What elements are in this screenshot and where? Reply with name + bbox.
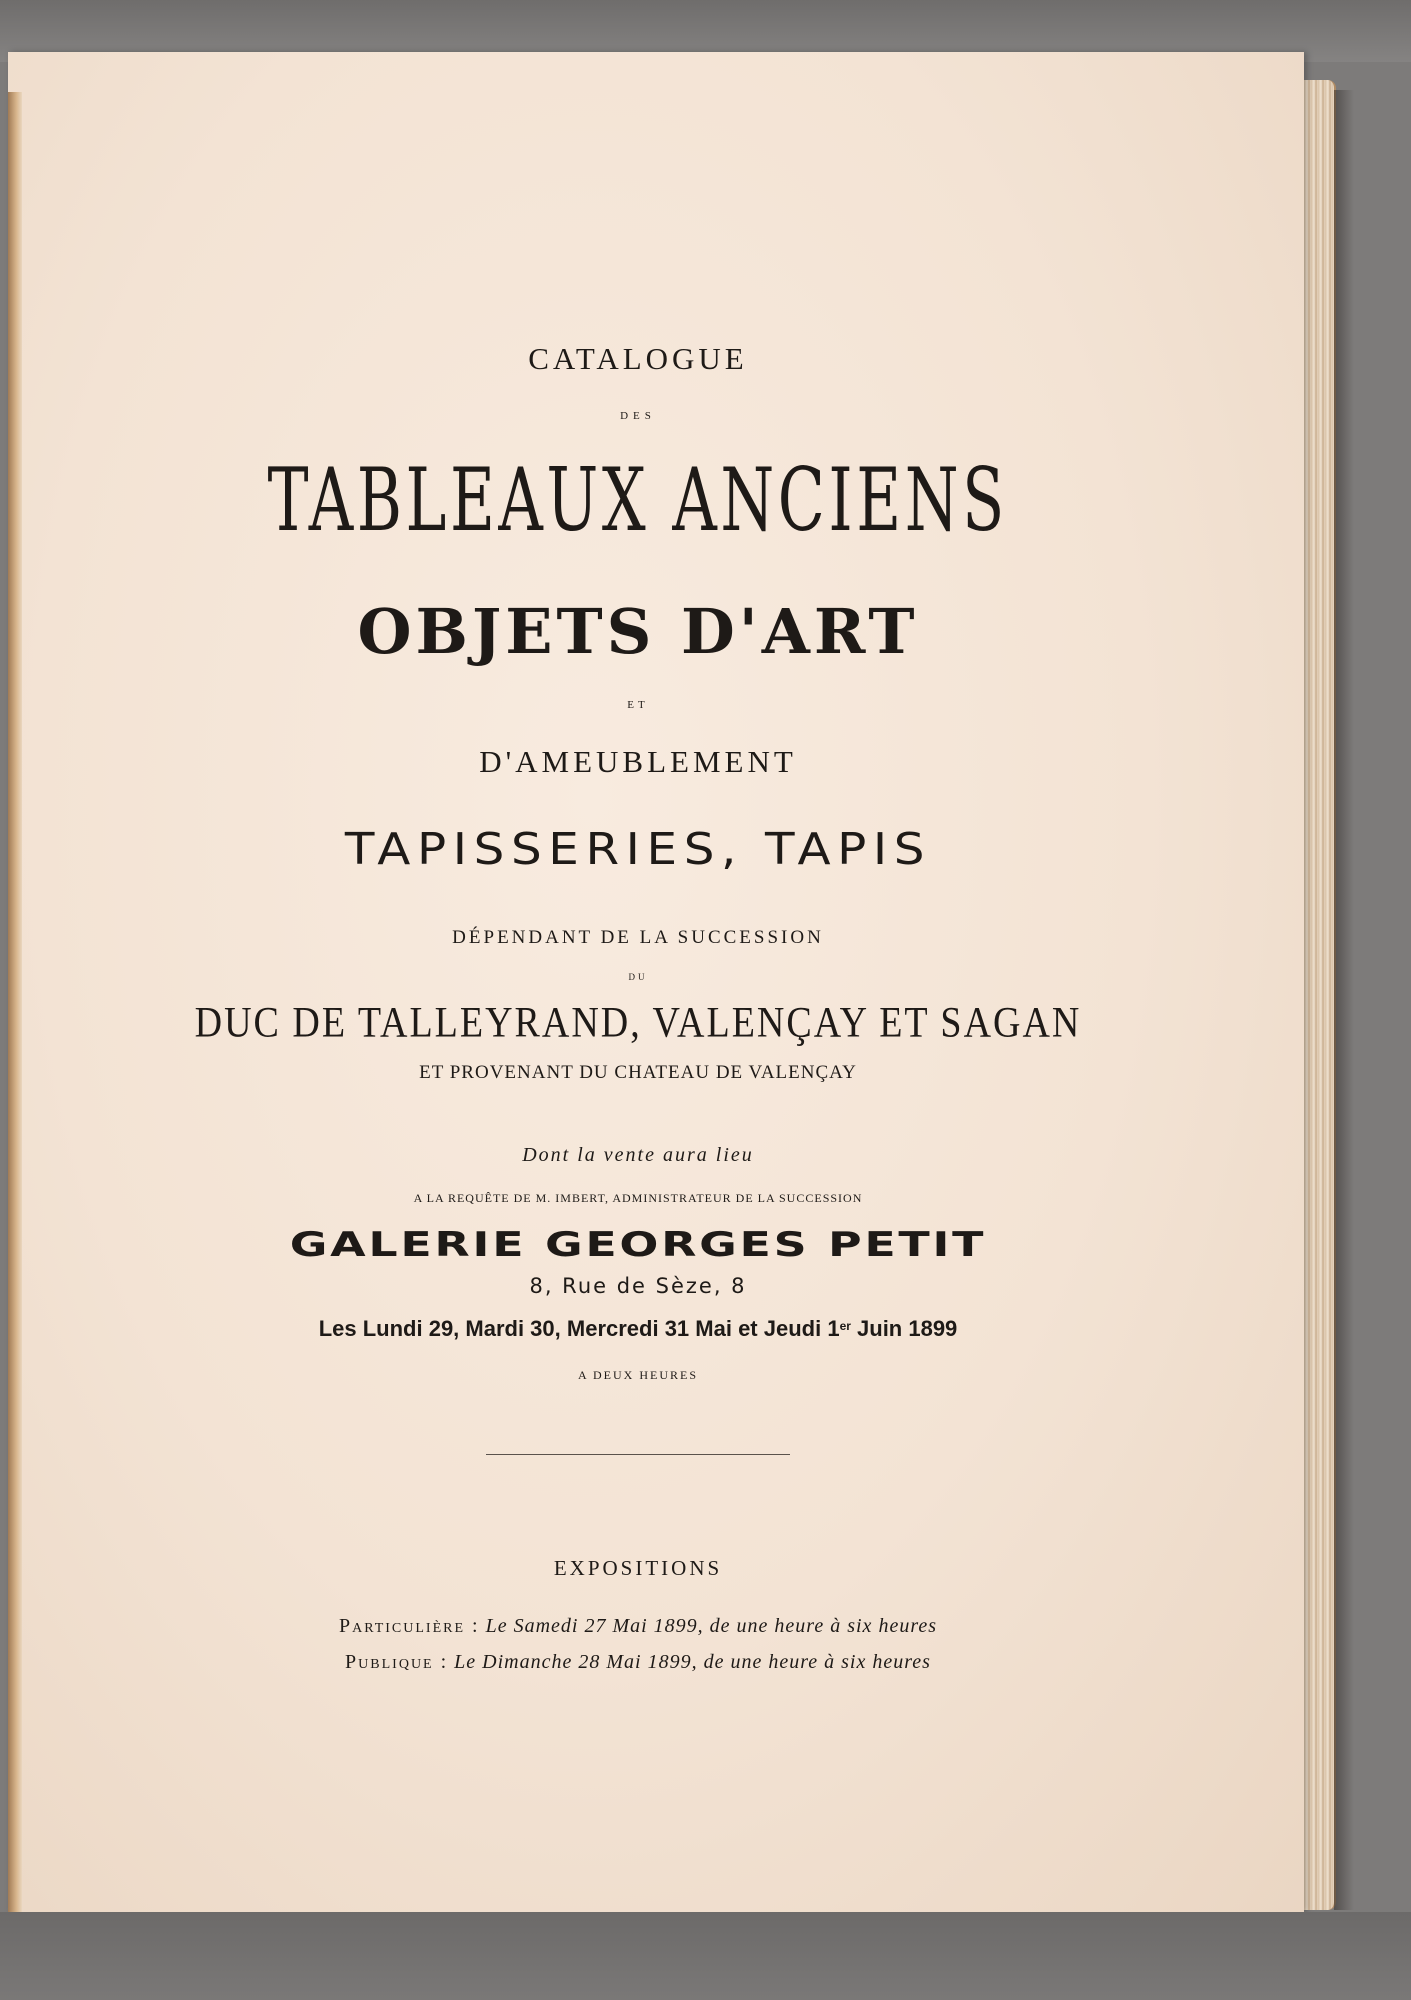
tapisseries-heading: TAPISSERIES, TAPIS [344, 824, 932, 875]
provenant-text: ET PROVENANT DU CHATEAU DE VALENÇAY [419, 1062, 857, 1083]
title-tableaux-text: TABLEAUX ANCIENS [267, 448, 1009, 551]
expo-particuliere-detail: Le Samedi 27 Mai 1899, de une heure à six heures [479, 1615, 938, 1637]
expo-particuliere-label: Particulière : [338, 1615, 480, 1637]
expositions-heading: EXPOSITIONS [553, 1556, 723, 1580]
sale-dates-main: Les Lundi 29, Mardi 30, Mercredi 31 Mai et Jeudi 1 [318, 1316, 840, 1341]
et-text: ET [627, 699, 649, 711]
catalogue-heading: CATALOGUE [528, 341, 748, 376]
title-objets-dart: OBJETS D'ART [357, 595, 919, 668]
sale-dates-sup: er [839, 1319, 851, 1333]
catalogue-page [8, 52, 1304, 1912]
duc-heading: DUC DE TALLEYRAND, VALENÇAY ET SAGAN [194, 998, 1082, 1047]
sale-dates-end: Juin 1899 [850, 1316, 958, 1341]
page-stack-shadow [1334, 90, 1354, 1910]
requete-text: A LA REQUÊTE DE M. IMBERT, ADMINISTRATEUR DE LA SUCCESSION [413, 1191, 863, 1205]
title-tableaux-anciens [8, 448, 1268, 551]
expo-publique-detail: Le Dimanche 28 Mai 1899, de une heure à six heures [448, 1651, 931, 1673]
divider-rule [486, 1454, 790, 1455]
expo-particuliere [8, 1616, 1268, 1636]
background-bottom [0, 1912, 1411, 2000]
ameublement-heading: D'AMEUBLEMENT [479, 744, 797, 779]
des-text: DES [620, 410, 656, 422]
expo-publique-label: Publique : [345, 1651, 449, 1673]
du-text: DU [628, 972, 648, 982]
dependant-text: DÉPENDANT DE LA SUCCESSION [452, 927, 824, 948]
sale-dates [8, 1318, 1268, 1340]
address-text: 8, Rue de Sèze, 8 [529, 1274, 747, 1298]
expo-publique [8, 1652, 1268, 1672]
galerie-heading: GALERIE GEORGES PETIT [289, 1225, 987, 1265]
dont-text: Dont la vente aura lieu [522, 1144, 754, 1166]
heures-text: A DEUX HEURES [577, 1368, 698, 1382]
